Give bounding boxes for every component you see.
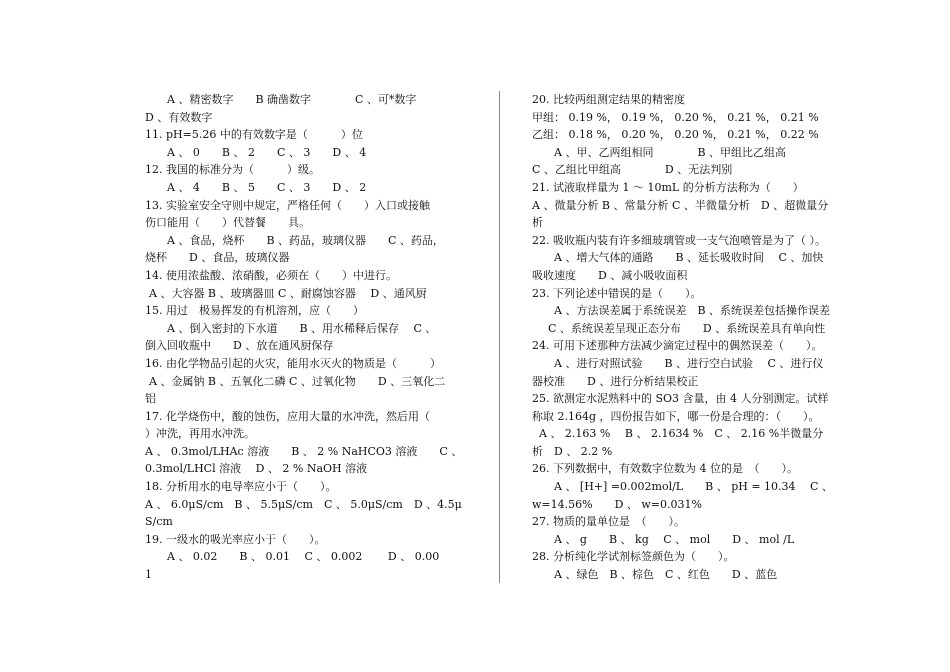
question-line: 23. 下列论述中错误的是（ ）。 xyxy=(532,286,702,300)
question-line: 19. 一级水的吸光率应小于（ ）。 xyxy=(145,532,326,546)
left-column xyxy=(145,91,467,584)
question-line: 21. 试液取样量为 1 ～ 10mL 的分析方法称为（ ） xyxy=(532,180,804,194)
text-line: D 、有效数字 xyxy=(145,110,213,124)
text-line: 析 xyxy=(532,216,543,230)
text-line: ）冲洗，再用水冲洗。 xyxy=(145,427,255,441)
question-line: 13. 实验室安全守则中规定，严格任何（ ）入口或接触 xyxy=(145,198,430,212)
question-line: 22. 吸收瓶内装有许多细玻璃管或一支气泡喷管是为了（ ）。 xyxy=(532,233,826,247)
question-line: 20. 比较两组测定结果的精密度 xyxy=(532,93,685,106)
data-line: 乙组： 0.18 %， 0.20 %， 0.20 %， 0.21 %， 0.22 % xyxy=(532,128,819,142)
options-line: A 、倒入密封的下水道 B 、用水稀释后保存 C 、 xyxy=(167,321,437,335)
column-divider xyxy=(499,91,500,583)
text-line: 0.3mol/LHCl 溶液 D 、 2 % NaOH 溶液 xyxy=(145,462,368,476)
options-line: A 、 0 B 、 2 C 、 3 D 、 4 xyxy=(167,145,367,159)
options-line: A 、 2.163 % B 、 2.1634 % C 、 2.16 %半微量分 xyxy=(539,427,824,441)
text-line: 称取 2.164g ，四份报告如下，哪一份是合理的：（ ）。 xyxy=(532,409,820,423)
text-line: 倒入回收瓶中 D 、放在通风厨保存 xyxy=(145,339,334,353)
right-column xyxy=(532,91,862,584)
question-line: 16. 由化学物品引起的火灾，能用水灭火的物质是（ ） xyxy=(145,356,441,370)
options-line: A 、 [H+] =0.002mol/L B 、 pH = 10.34 C 、 xyxy=(554,480,833,494)
data-line: 甲组： 0.19 %， 0.19 %， 0.20 %， 0.21 %， 0.21 % xyxy=(532,110,819,124)
text-line: 1 xyxy=(145,568,152,582)
question-line: 17. 化学烧伤中，酸的蚀伤，应用大量的水冲洗，然后用（ xyxy=(145,409,430,423)
question-line: 28. 分析纯化学试剂标签颜色为（ ）。 xyxy=(532,550,735,564)
options-line: A 、食品，烧杯 B 、药品，玻璃仪器 C 、药品， xyxy=(167,233,444,247)
question-line: 25. 欲测定水泥熟料中的 SO3 含量，由 4 人分别测定。试样 xyxy=(532,392,829,406)
options-line: A 、 4 B 、 5 C 、 3 D 、 2 xyxy=(167,180,367,194)
options-line: A 、甲、乙两组相同 B 、甲组比乙组高 xyxy=(554,145,787,159)
options-line: A 、金属钠 B 、五氧化二磷 C 、过氧化物 D 、三氧化二 xyxy=(149,374,446,388)
options-line: A 、进行对照试验 B 、进行空白试验 C 、进行仪 xyxy=(554,356,824,370)
text-line: 吸收速度 D 、减小吸收面积 xyxy=(532,268,688,282)
options-line: A 、方法误差属于系统误差 B 、系统误差包括操作误差 xyxy=(554,304,831,318)
question-line: 15. 用过 极易挥发的有机溶剂，应（ ） xyxy=(145,304,364,318)
options-line: C 、系统误差呈现正态分布 D 、系统误差具有单向性 xyxy=(548,321,826,335)
options-line: A 、大容器 B 、玻璃器皿 C 、耐腐蚀容器 D 、通风厨 xyxy=(149,286,427,300)
options-line: A 、 0.02 B 、 0.01 C 、 0.002 D 、 0.00 xyxy=(167,550,440,564)
text-line: w=14.56% D 、 w=0.031% xyxy=(532,497,702,511)
question-line: 14. 使用浓盐酸、浓硝酸，必须在（ ）中进行。 xyxy=(145,268,397,282)
options-line: A 、 g B 、 kg C 、 mol D 、 mol /L xyxy=(554,532,795,546)
question-line: 12. 我国的标准分为（ ）级。 xyxy=(145,163,320,177)
text-line: 伤口能用（ ）代替餐 具。 xyxy=(145,216,310,230)
text-line: A 、精密数字 B 确凿数字 C 、可*数字 xyxy=(167,93,417,106)
text-line: 析 D 、 2.2 % xyxy=(532,444,613,458)
options-line: A 、 6.0μS/cm B 、 5.5μS/cm C 、 5.0μS/cm D 、4.5μ xyxy=(145,497,462,511)
options-line: A 、微量分析 B 、常量分析 C 、半微量分析 D 、超微量分 xyxy=(532,198,829,212)
question-line: 11. pH=5.26 中的有效数字是（ ）位 xyxy=(145,128,363,142)
question-line: 26. 下列数据中，有效数字位数为 4 位的是 （ ）。 xyxy=(532,462,798,476)
question-line: 18. 分析用水的电导率应小于（ ）。 xyxy=(145,480,337,494)
text-line: 铝 xyxy=(145,392,156,406)
options-line: A 、 0.3mol/LHAc 溶液 B 、 2 % NaHCO3 溶液 C 、 xyxy=(145,444,463,458)
options-line: A 、绿色 B 、棕色 C 、红色 D 、蓝色 xyxy=(554,568,778,582)
question-line: 24. 可用下述那种方法减少滴定过程中的偶然误差（ ）。 xyxy=(532,339,823,353)
options-line: C 、乙组比甲组高 D 、无法判别 xyxy=(532,163,733,177)
text-line: 器校准 D 、进行分析结果校正 xyxy=(532,374,699,388)
options-line: A 、增大气体的通路 B 、延长吸收时间 C 、加快 xyxy=(554,251,824,265)
question-line: 27. 物质的量单位是 （ ）。 xyxy=(532,515,685,529)
text-line: S/cm xyxy=(145,515,173,529)
text-line: 烧杯 D 、食品，玻璃仪器 xyxy=(145,251,290,265)
